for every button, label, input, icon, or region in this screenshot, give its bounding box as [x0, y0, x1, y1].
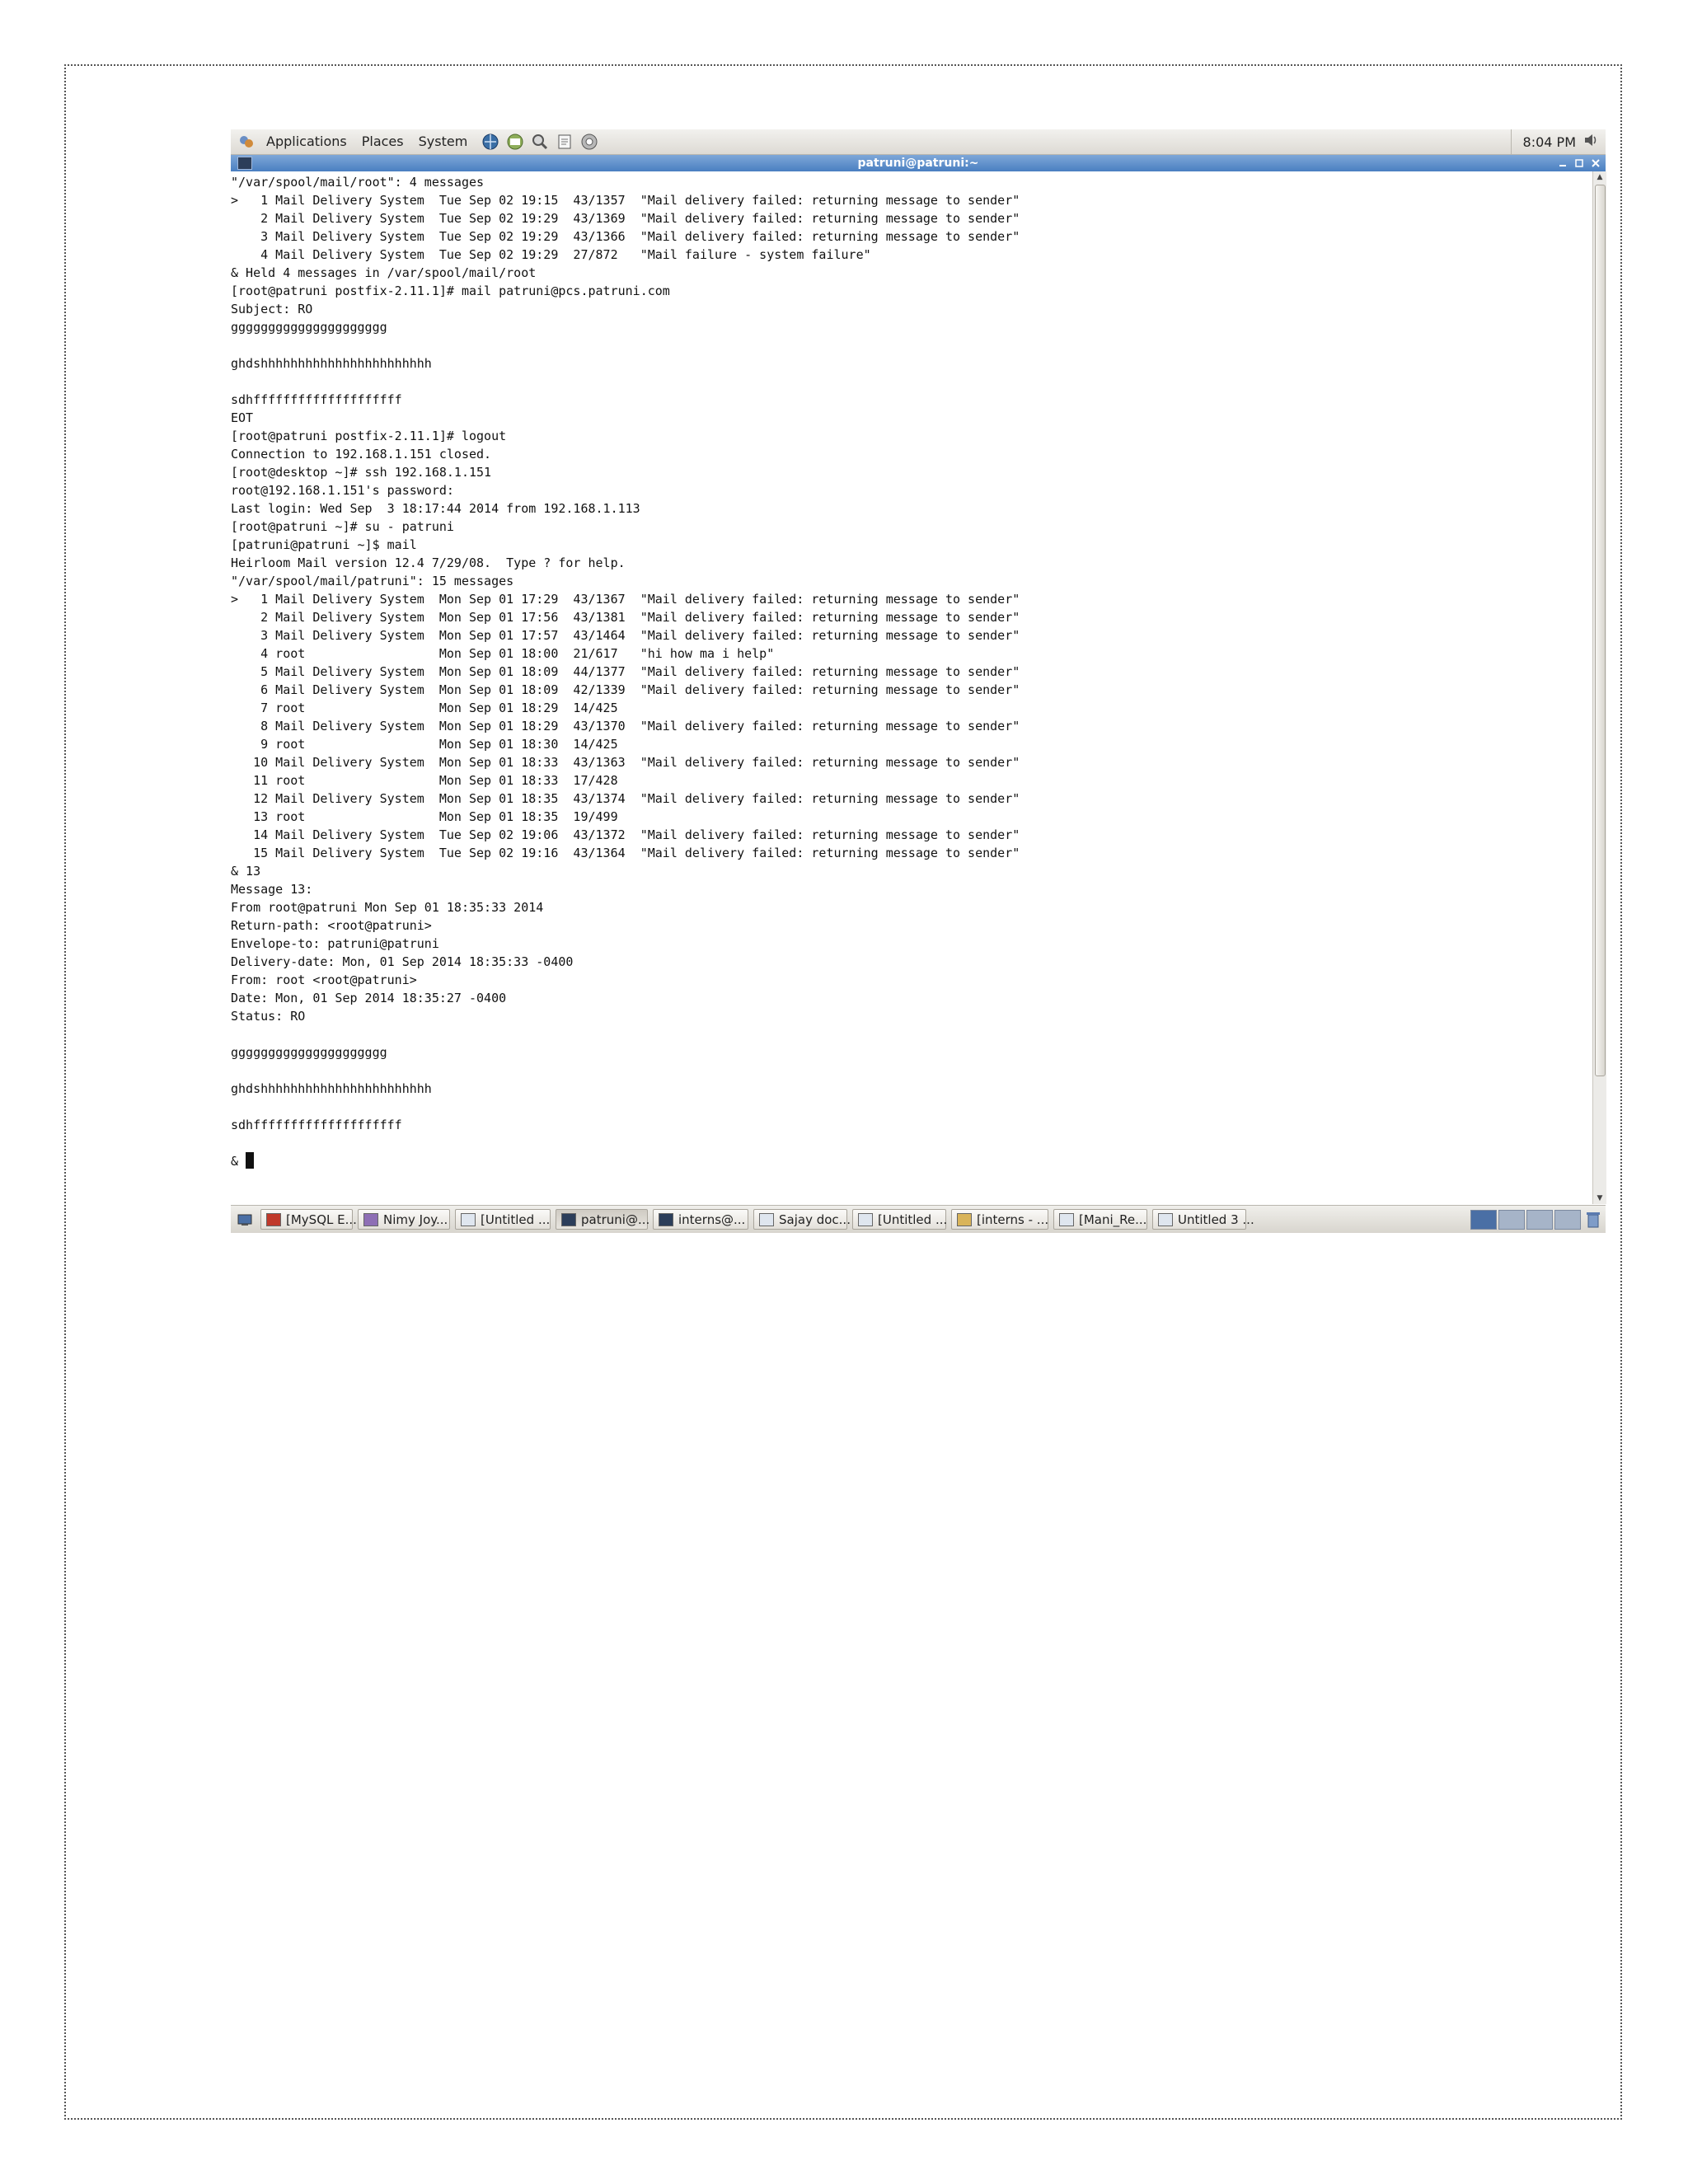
terminal-line: 7 root Mon Sep 01 18:29 14/425: [231, 701, 618, 715]
document-icon: [1059, 1213, 1074, 1226]
menu-places[interactable]: Places: [361, 134, 404, 149]
terminal-line: sdhffffffffffffffffffff: [231, 1118, 402, 1132]
workspace-1[interactable]: [1470, 1210, 1497, 1230]
taskbar-button-label: Untitled 3 ...: [1178, 1212, 1254, 1227]
workspace-4[interactable]: [1554, 1210, 1581, 1230]
terminal-line: Status: RO: [231, 1009, 306, 1024]
terminal-line: > 1 Mail Delivery System Tue Sep 02 19:15 43/1357 "Mail delivery failed: returning message to sender": [231, 193, 1020, 208]
menu-applications[interactable]: Applications: [266, 134, 347, 149]
terminal-line: root@192.168.1.151's password:: [231, 483, 454, 498]
terminal-line: "/var/spool/mail/root": 4 messages: [231, 175, 485, 190]
terminal-line: 5 Mail Delivery System Mon Sep 01 18:09 44/1377 "Mail delivery failed: returning message to sender": [231, 664, 1020, 679]
terminal-line: 2 Mail Delivery System Mon Sep 01 17:56 43/1381 "Mail delivery failed: returning message to sender": [231, 610, 1020, 625]
scroll-down-arrow[interactable]: ▼: [1597, 1194, 1603, 1202]
browser-icon[interactable]: [480, 132, 501, 152]
taskbar: [231, 1205, 1606, 1233]
taskbar-button[interactable]: [1152, 1209, 1254, 1230]
terminal-line: 10 Mail Delivery System Mon Sep 01 18:33 43/1363 "Mail delivery failed: returning message to sender": [231, 755, 1020, 770]
workspace-2[interactable]: [1498, 1210, 1525, 1230]
terminal-line: 13 root Mon Sep 01 18:35 19/499: [231, 809, 618, 824]
taskbar-button-label: [Mani_Re...: [1079, 1212, 1147, 1227]
document-icon: [759, 1213, 774, 1226]
terminal-icon: [659, 1213, 673, 1226]
terminal-line: [231, 1062, 1592, 1080]
terminal-line: [231, 373, 1592, 391]
show-desktop-icon[interactable]: [234, 1210, 256, 1230]
terminal-line: > 1 Mail Delivery System Mon Sep 01 17:29 43/1367 "Mail delivery failed: returning message to sender": [231, 592, 1020, 607]
terminal-line: 3 Mail Delivery System Mon Sep 01 17:57 43/1464 "Mail delivery failed: returning message to sender": [231, 628, 1020, 643]
terminal-line: [231, 336, 1592, 354]
taskbar-button[interactable]: [951, 1209, 1048, 1230]
taskbar-button-label: [Untitled ...: [481, 1212, 551, 1227]
taskbar-button-label: [interns - ...: [977, 1212, 1049, 1227]
chat-icon: [363, 1213, 378, 1226]
terminal-line: 11 root Mon Sep 01 18:33 17/428: [231, 773, 618, 788]
terminal-line: [231, 1134, 1592, 1152]
menu-system[interactable]: System: [418, 134, 468, 149]
terminal-line: [231, 1098, 1592, 1116]
applications-icon[interactable]: [237, 133, 256, 151]
terminal-line: Delivery-date: Mon, 01 Sep 2014 18:35:33 -0400: [231, 954, 574, 969]
terminal-line: Return-path: <root@patruni>: [231, 918, 432, 933]
terminal-line: [root@patruni postfix-2.11.1]# mail patruni@pcs.patruni.com: [231, 284, 670, 298]
terminal-line: EOT: [231, 410, 254, 425]
taskbar-button-label: patruni@...: [581, 1212, 650, 1227]
terminal-scrollbar[interactable]: [1592, 171, 1606, 1204]
taskbar-button-label: Sajay doc...: [779, 1212, 851, 1227]
terminal-line: Heirloom Mail version 12.4 7/29/08. Type ? for help.: [231, 555, 626, 570]
search-icon[interactable]: [529, 132, 551, 152]
terminal-line: ghdshhhhhhhhhhhhhhhhhhhhhhh: [231, 356, 432, 371]
terminal-line: ghdshhhhhhhhhhhhhhhhhhhhhhh: [231, 1081, 432, 1096]
document-icon: [858, 1213, 873, 1226]
terminal-line: 4 root Mon Sep 01 18:00 21/617 "hi how ma i help": [231, 646, 775, 661]
mail-icon[interactable]: [504, 132, 526, 152]
terminal-icon: [561, 1213, 576, 1226]
terminal-line: Connection to 192.168.1.151 closed.: [231, 447, 492, 462]
database-icon: [266, 1213, 281, 1226]
taskbar-button[interactable]: [653, 1209, 748, 1230]
terminal-prompt-line: [231, 1152, 1592, 1170]
terminal-line: 12 Mail Delivery System Mon Sep 01 18:35 43/1374 "Mail delivery failed: returning message to sender": [231, 791, 1020, 806]
trash-icon[interactable]: [1584, 1210, 1602, 1230]
taskbar-button[interactable]: [358, 1209, 450, 1230]
desktop-screen: [231, 129, 1606, 1232]
terminal-line: Date: Mon, 01 Sep 2014 18:35:27 -0400: [231, 991, 507, 1005]
panel-right: [1511, 129, 1606, 154]
taskbar-button-label: Nimy Joy...: [383, 1212, 448, 1227]
window-title: patruni@patruni:~: [857, 157, 979, 170]
taskbar-button-label: [MySQL E...: [286, 1212, 357, 1227]
taskbar-button[interactable]: [1053, 1209, 1147, 1230]
terminal-line: [root@patruni ~]# su - patruni: [231, 519, 454, 534]
terminal-line: ggggggggggggggggggggg: [231, 1045, 387, 1060]
taskbar-button-label: [Untitled ...: [878, 1212, 948, 1227]
task-list: [260, 1209, 1254, 1230]
terminal-line: 14 Mail Delivery System Tue Sep 02 19:06 43/1372 "Mail delivery failed: returning message to sender": [231, 827, 1020, 842]
taskbar-button[interactable]: [852, 1209, 946, 1230]
terminal-line: ggggggggggggggggggggg: [231, 320, 387, 335]
terminal-line: [patruni@patruni ~]$ mail: [231, 537, 417, 552]
document-icon: [461, 1213, 476, 1226]
taskbar-button[interactable]: [455, 1209, 551, 1230]
terminal-line: 6 Mail Delivery System Mon Sep 01 18:09 42/1339 "Mail delivery failed: returning message to sender": [231, 682, 1020, 697]
launchers: [480, 132, 600, 152]
terminal-line: 4 Mail Delivery System Tue Sep 02 19:29 27/872 "Mail failure - system failure": [231, 247, 871, 262]
taskbar-button-label: interns@...: [678, 1212, 746, 1227]
workspace-3[interactable]: [1526, 1210, 1553, 1230]
terminal-line: [root@desktop ~]# ssh 192.168.1.151: [231, 465, 492, 480]
terminal-line: 15 Mail Delivery System Tue Sep 02 19:16 43/1364 "Mail delivery failed: returning message to sender": [231, 846, 1020, 860]
text-cursor: [246, 1152, 254, 1169]
terminal-line: 8 Mail Delivery System Mon Sep 01 18:29 43/1370 "Mail delivery failed: returning message to sender": [231, 719, 1020, 733]
clock[interactable]: 8:04 PM: [1522, 134, 1576, 150]
scroll-up-arrow[interactable]: ▲: [1597, 173, 1603, 181]
volume-icon[interactable]: [1582, 132, 1599, 152]
workspace-switcher: [1470, 1210, 1581, 1230]
terminal-line: [root@patruni postfix-2.11.1]# logout: [231, 429, 507, 443]
folder-icon: [957, 1213, 972, 1226]
terminal-line: 9 root Mon Sep 01 18:30 14/425: [231, 737, 618, 752]
terminal-lines: [231, 171, 1592, 1170]
document-icon: [1158, 1213, 1173, 1226]
top-panel: [231, 129, 1606, 155]
scroll-thumb[interactable]: [1595, 185, 1606, 1076]
notes-icon[interactable]: [554, 132, 575, 152]
terminal-line: & 13: [231, 864, 261, 879]
terminal-line: From root@patruni Mon Sep 01 18:35:33 2014: [231, 900, 544, 915]
terminal-line: "/var/spool/mail/patruni": 15 messages: [231, 574, 514, 588]
terminal-line: [231, 1025, 1592, 1043]
window-titlebar[interactable]: [231, 155, 1606, 171]
terminal-line: Message 13:: [231, 882, 313, 897]
terminal-line: From: root <root@patruni>: [231, 972, 417, 987]
terminal-line: Subject: RO: [231, 302, 313, 316]
taskbar-button[interactable]: [556, 1209, 648, 1230]
terminal-line: sdhffffffffffffffffffff: [231, 392, 402, 407]
terminal-output[interactable]: [231, 171, 1592, 1204]
taskbar-button[interactable]: [260, 1209, 357, 1230]
terminal-line: 2 Mail Delivery System Tue Sep 02 19:29 43/1369 "Mail delivery failed: returning message to sender": [231, 211, 1020, 226]
terminal-line: 3 Mail Delivery System Tue Sep 02 19:29 43/1366 "Mail delivery failed: returning message to sender": [231, 229, 1020, 244]
terminal-line: Envelope-to: patruni@patruni: [231, 936, 439, 951]
terminal-line: Last login: Wed Sep 3 18:17:44 2014 from 192.168.1.113: [231, 501, 640, 516]
network-icon[interactable]: [579, 132, 600, 152]
terminal-line: & Held 4 messages in /var/spool/mail/root: [231, 265, 537, 280]
taskbar-button[interactable]: [753, 1209, 851, 1230]
terminal-prompt: &: [231, 1154, 246, 1169]
